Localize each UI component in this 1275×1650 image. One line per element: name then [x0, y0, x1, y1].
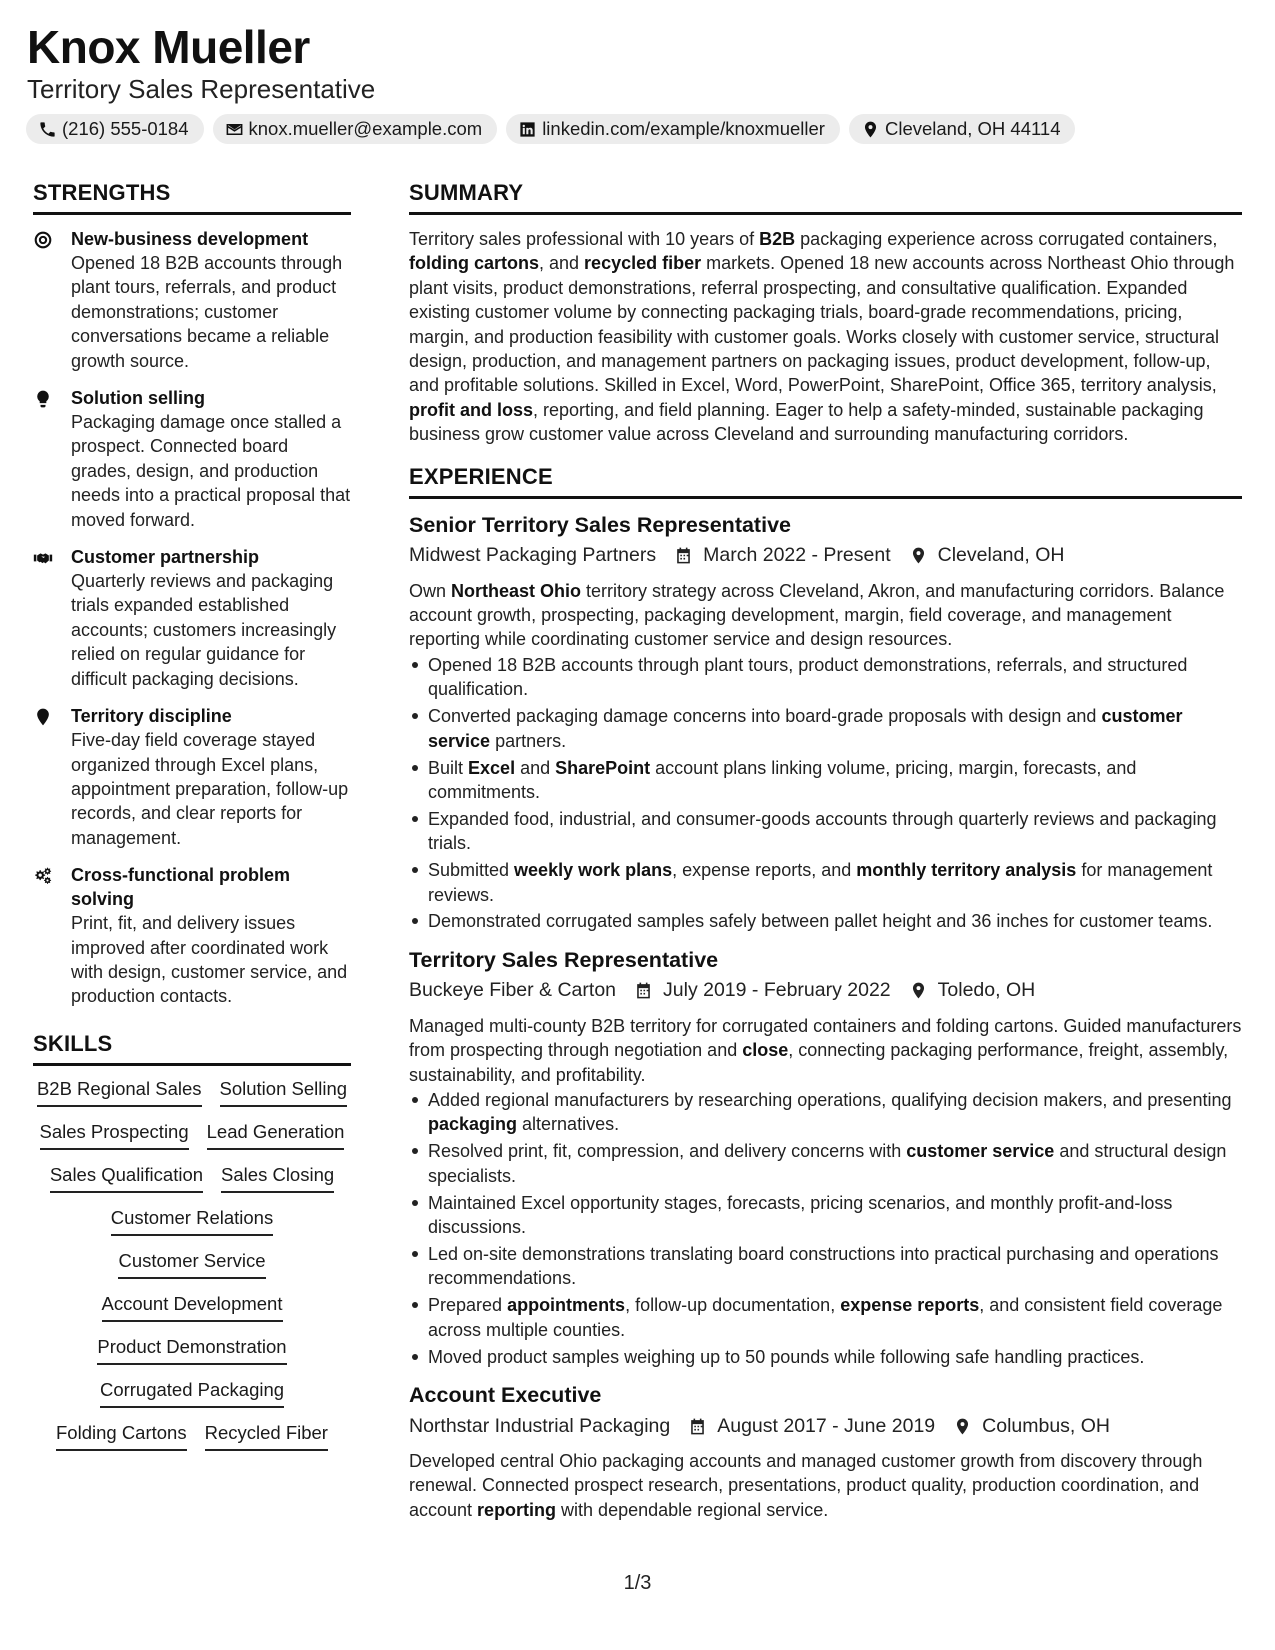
- job-description: Managed multi-county B2B territory for corrugated containers and folding cartons. Guided manufacturers from prospecting through negotiation and close, connecting packaging performance, freight, assembly, sustainability, and profitability.: [409, 1015, 1242, 1085]
- job-bullets: [409, 1088, 1242, 1369]
- bold-text: Northeast Ohio: [451, 580, 582, 601]
- summary-heading: SUMMARY: [409, 180, 1242, 215]
- job-location: Columbus, OH: [982, 1414, 1111, 1437]
- bold-text: profit and loss: [409, 399, 534, 420]
- job-bullet: Moved product samples weighing up to 50 pounds while following safe handling practices.: [409, 1345, 1242, 1369]
- job-bullet: Resolved print, fit, compression, and delivery concerns with customer service and structural design specialists.: [409, 1139, 1242, 1188]
- skill-tag: Product Demonstration: [97, 1336, 286, 1365]
- bold-text: appointments: [507, 1295, 626, 1316]
- strength-desc: Opened 18 B2B accounts through plant tours, referrals, and product demonstrations; customer conversations became a reliable growth source.: [71, 253, 343, 371]
- job-title: Account Executive: [409, 1383, 602, 1408]
- target-icon: [33, 230, 53, 250]
- job-bullet: Demonstrated corrugated samples safely between pallet height and 36 inches for customer teams.: [409, 909, 1242, 933]
- contact-linkedin-text: linkedin.com/example/knoxmueller: [542, 118, 825, 139]
- skill-tag: Account Development: [102, 1293, 283, 1322]
- strength-desc: Quarterly reviews and packaging trials expanded established accounts; customers increasingly relied on regular guidance for difficult packaging decisions.: [71, 571, 337, 689]
- strength-title: New-business development: [71, 229, 309, 249]
- candidate-title: Territory Sales Representative: [27, 74, 376, 104]
- strength-item: [33, 545, 351, 691]
- strength-desc: Five-day field coverage stayed organized through Excel plans, appointment preparation, follow-up records, and clear reports for management.: [71, 730, 349, 848]
- map-pin-icon: [861, 120, 880, 139]
- strength-title: Customer partnership: [71, 547, 260, 568]
- contact-location-text: Cleveland, OH 44114: [884, 118, 1061, 139]
- calendar-icon: [688, 1417, 707, 1436]
- skill-tag: Corrugated Packaging: [100, 1379, 284, 1408]
- job-description: Own Northeast Ohio territory strategy across Cleveland, Akron, and manufacturing corridors. Balance account growth, prospecting, packaging development, margin, field coverage, and management reporting while coordinating customer service and design resources.: [409, 580, 1225, 650]
- bold-text: customer service: [428, 706, 1183, 751]
- strength-item: [33, 227, 351, 373]
- skill-tag: Folding Cartons: [56, 1422, 187, 1451]
- skill-tag: Customer Service: [118, 1250, 265, 1279]
- job-title: Senior Territory Sales Representative: [409, 512, 791, 537]
- bold-text: packaging: [428, 1114, 518, 1135]
- bold-text: folding cartons: [409, 253, 539, 274]
- map-pin-icon: [909, 546, 928, 565]
- job-bullet: Prepared appointments, follow-up documentation, expense reports, and consistent field coverage across multiple counties.: [409, 1293, 1242, 1342]
- job-description: Developed central Ohio packaging accounts and managed customer growth from discovery through renewal. Connected prospect research, presentations, product quality, production coordination, and account reporting with dependable regional service.: [409, 1451, 1203, 1520]
- map-pin-icon: [909, 981, 928, 1000]
- skill-tag: B2B Regional Sales: [37, 1078, 202, 1107]
- contact-linkedin[interactable]: [506, 114, 840, 144]
- bold-text: reporting: [477, 1499, 557, 1520]
- job-meta: [409, 1413, 1242, 1439]
- bold-text: SharePoint: [555, 757, 651, 778]
- job-location: Toledo, OH: [937, 979, 1036, 1002]
- gears-icon: [33, 866, 53, 886]
- handshake-icon: [33, 548, 53, 568]
- job-bullet: Opened 18 B2B accounts through plant tours, product demonstrations, referrals, and structured qualification.: [409, 653, 1242, 702]
- strength-title: Solution selling: [71, 388, 205, 409]
- bold-text: Excel: [468, 757, 516, 778]
- contact-email-text: knox.mueller@example.com: [248, 118, 483, 139]
- calendar-icon: [634, 981, 653, 1000]
- skill-tag: Recycled Fiber: [205, 1422, 328, 1451]
- job-company: Buckeye Fiber & Carton: [409, 979, 617, 1002]
- bold-text: close: [742, 1040, 789, 1061]
- strength-desc: Packaging damage once stalled a prospect. Connected board grades, design, and production needs into a practical proposal that moved forward.: [71, 412, 351, 530]
- strength-item: [33, 704, 351, 850]
- contact-phone[interactable]: [26, 114, 204, 144]
- envelope-icon: [225, 120, 244, 139]
- job-company: Northstar Industrial Packaging: [409, 1414, 671, 1437]
- map-pin-icon: [953, 1417, 972, 1436]
- job-bullet: Expanded food, industrial, and consumer-goods accounts through quarterly reviews and packaging trials.: [409, 807, 1242, 856]
- job-bullet: Submitted weekly work plans, expense reports, and monthly territory analysis for management reviews.: [409, 858, 1242, 907]
- job-meta: [409, 543, 1242, 569]
- calendar-icon: [674, 546, 693, 565]
- skill-tag: Sales Closing: [221, 1164, 334, 1193]
- skill-tag: Lead Generation: [207, 1121, 345, 1150]
- phone-icon: [38, 120, 57, 139]
- experience-list: [409, 511, 1242, 1523]
- skill-tag: Sales Prospecting: [40, 1121, 189, 1150]
- map-pin-icon: [33, 707, 53, 727]
- bold-text: B2B: [759, 229, 796, 249]
- linkedin-icon: [518, 120, 537, 139]
- job-company: Midwest Packaging Partners: [409, 544, 657, 567]
- summary-text: Territory sales professional with 10 years of B2B packaging experience across corrugated containers, folding cartons, and recycled fiber markets. Opened 18 new accounts across Northeast Ohio through plant visits, product demonstrations, referral prospecting, and consultative qualification. Expanded existing customer volume by connecting packaging trials, board-grade recommendations, pricing, margin, and production feasibility with customer goals. Works closely with customer service, structural design, production, and management partners on packaging issues, product development, follow-up, and profitable solutions. Skilled in Excel, Word, PowerPoint, SharePoint, Office 365, territory analysis, profit and loss, reporting, and field planning. Eager to help a safety-minded, sustainable packaging business grow customer value across Cleveland and surrounding manufacturing corridors.: [409, 229, 1235, 445]
- job-dates: July 2019 - February 2022: [663, 979, 891, 1002]
- job-entry: [409, 946, 1242, 1369]
- left-column: [33, 180, 351, 1451]
- bold-text: customer service: [906, 1141, 1055, 1162]
- job-title: Territory Sales Representative: [409, 947, 719, 972]
- job-location: Cleveland, OH: [937, 544, 1065, 567]
- contact-email[interactable]: [213, 114, 498, 144]
- job-entry: [409, 511, 1242, 934]
- strength-item: [33, 863, 351, 1009]
- strength-title: Cross-functional problem solving: [71, 865, 291, 910]
- job-bullet: Added regional manufacturers by researching operations, qualifying decision makers, and presenting packaging alternatives.: [409, 1088, 1242, 1137]
- contact-bar: [26, 114, 1075, 144]
- strength-title: Territory discipline: [71, 706, 232, 727]
- bold-text: weekly work plans: [514, 860, 673, 881]
- bold-text: monthly territory analysis: [856, 860, 1077, 881]
- bold-text: expense reports: [840, 1295, 980, 1316]
- strength-item: [33, 386, 351, 532]
- job-dates: August 2017 - June 2019: [717, 1414, 936, 1437]
- skills-list: [33, 1078, 351, 1451]
- skill-tag: Customer Relations: [111, 1207, 273, 1236]
- experience-heading: EXPERIENCE: [409, 464, 1242, 499]
- job-entry: [409, 1381, 1242, 1522]
- page-number: 1/3: [623, 1572, 652, 1594]
- contact-phone-text: (216) 555-0184: [62, 118, 189, 139]
- right-column: [409, 180, 1242, 1534]
- contact-location: [849, 114, 1076, 144]
- bold-text: recycled fiber: [584, 253, 702, 274]
- job-bullet: Maintained Excel opportunity stages, forecasts, pricing scenarios, and monthly profit-and-loss discussions.: [409, 1191, 1242, 1240]
- job-dates: March 2022 - Present: [703, 544, 891, 567]
- job-bullets: [409, 653, 1242, 934]
- job-bullet: Led on-site demonstrations translating board constructions into practical purchasing and operations recommendations.: [409, 1242, 1242, 1291]
- job-bullet: Converted packaging damage concerns into board-grade proposals with design and customer service partners.: [409, 704, 1242, 753]
- skills-heading: SKILLS: [33, 1031, 351, 1066]
- candidate-name: Knox Mueller: [27, 21, 310, 73]
- job-bullet: Built Excel and SharePoint account plans linking volume, pricing, margin, forecasts, and commitments.: [409, 756, 1242, 805]
- lightbulb-icon: [33, 389, 53, 409]
- skill-tag: Solution Selling: [220, 1078, 348, 1107]
- strength-desc: Print, fit, and delivery issues improved after coordinated work with design, customer service, and production contacts.: [71, 913, 348, 1007]
- skill-tag: Sales Qualification: [50, 1164, 203, 1193]
- strengths-heading: STRENGTHS: [33, 180, 351, 215]
- job-meta: [409, 978, 1242, 1004]
